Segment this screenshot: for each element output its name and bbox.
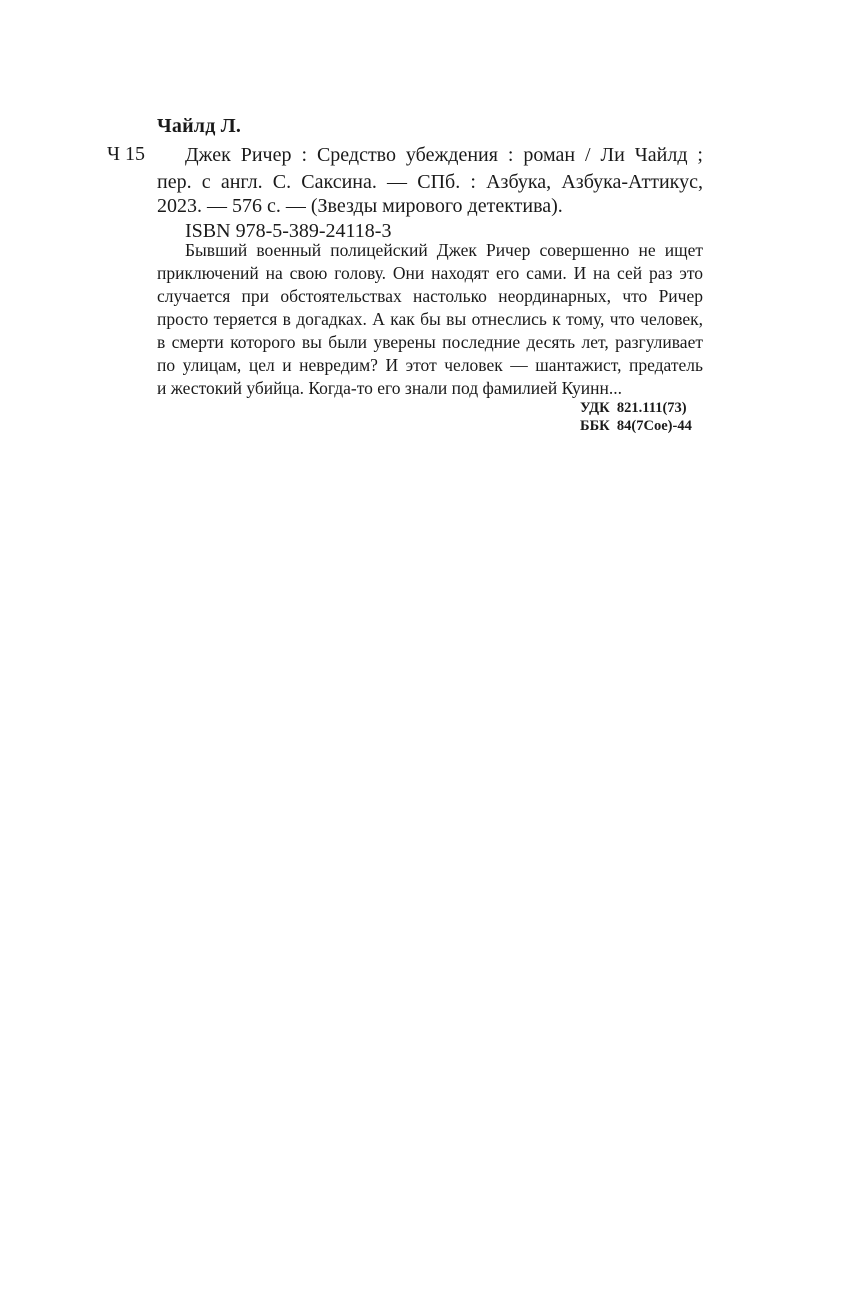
- bibliographic-line-2: пер. с англ. С. Саксина. — СПб. : Азбука, Азбука-Аттикус,: [157, 171, 703, 193]
- annotation-line-4: просто теряется в догадках. А как бы вы отнеслись к тому, что человек,: [157, 309, 703, 329]
- annotation-line-5: в смерти которого вы были уверены последние десять лет, разгуливает: [157, 332, 703, 352]
- annotation-line-7: и жестокий убийца. Когда-то его знали под фамилией Куинн...: [157, 378, 622, 398]
- annotation-line-3: случается при обстоятельствах настолько неординарных, что Ричер: [157, 286, 703, 306]
- annotation-line-1: Бывший военный полицейский Джек Ричер совершенно не ищет: [185, 240, 703, 260]
- bibliographic-line-1: Джек Ричер : Средство убеждения : роман / Ли Чайлд ;: [185, 144, 703, 166]
- isbn: ISBN 978-5-389-24118-3: [185, 220, 392, 242]
- author-heading: Чайлд Л.: [157, 115, 242, 137]
- udk-code: УДК 821.111(73): [580, 400, 687, 416]
- author-sign: Ч 15: [107, 143, 145, 165]
- bbk-code: ББК 84(7Сое)-44: [580, 418, 692, 434]
- annotation-line-2: приключений на свою голову. Они находят его сами. И на сей раз это: [157, 263, 703, 283]
- bibliographic-line-3: 2023. — 576 с. — (Звезды мирового детектива).: [157, 195, 563, 217]
- annotation-line-6: по улицам, цел и невредим? И этот человек — шантажист, предатель: [157, 355, 703, 375]
